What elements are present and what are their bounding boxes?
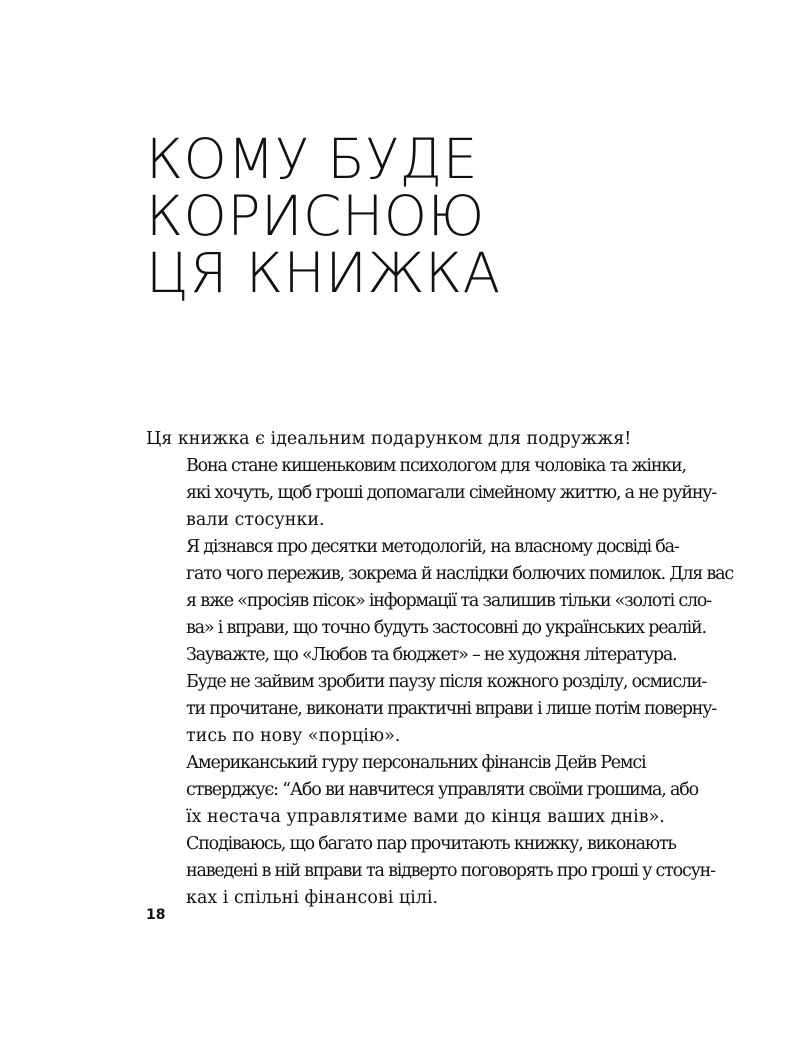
text-line: ти прочитане, виконати практичні вправи і лише потім поверну- <box>186 699 717 719</box>
body-text <box>146 426 733 912</box>
page-number: 18 <box>146 907 166 923</box>
text-line: Зауважте, що «Любов та бюджет» – не художня література. <box>186 645 677 665</box>
paragraph <box>146 534 733 642</box>
text-line: Буде не зайвим зробити паузу після кожного розділу, осмисли- <box>186 672 707 692</box>
text-line: Вона стане кишеньковим психологом для чоловіка та жінки, <box>186 456 686 476</box>
paragraph <box>146 642 717 750</box>
text-line: Сподіваюсь, що багато пар прочитають книжку, виконають <box>186 834 676 854</box>
text-line: вали стосунки. <box>186 510 325 530</box>
text-line: які хочуть, щоб гроші допомагали сімейному життю, а не руйну- <box>186 483 717 503</box>
chapter-title <box>146 127 706 305</box>
chapter-title-line: КОМУ БУДЕ <box>146 127 479 191</box>
text-line: тись по нову «порцію». <box>186 726 401 746</box>
text-line: ва» і вправи, що точно будуть застосовні до українських реалій. <box>186 618 706 638</box>
chapter-title-line: ЦЯ КНИЖКА <box>146 241 501 305</box>
text-line: Американський гуру персональних фінансів Дейв Ремсі <box>186 753 646 773</box>
paragraph <box>146 453 717 534</box>
text-line: я вже «просіяв пісок» інформації та залишив тільки «золоті сло- <box>186 591 711 611</box>
paragraph <box>146 831 715 912</box>
paragraph <box>146 426 672 453</box>
text-line: їх нестача управлятиме вами до кінця ваших днів». <box>186 807 665 827</box>
text-line: Ця книжка є ідеальним подарунком для подружжя! <box>146 429 632 449</box>
paragraph <box>146 750 698 831</box>
text-line: ках і спільні фінансові цілі. <box>186 888 439 908</box>
text-line: стверджує: “Або ви навчитеся управляти своїми грошима, або <box>186 780 698 800</box>
text-line: гато чого пережив, зокрема й наслідки болючих помилок. Для вас <box>186 564 733 584</box>
text-line: наведені в ній вправи та відверто поговорять про гроші у стосун- <box>186 861 715 881</box>
text-line: Я дізнався про десятки методологій, на власному досвіді ба- <box>186 537 679 557</box>
chapter-title-line: КОРИСНОЮ <box>146 184 485 248</box>
